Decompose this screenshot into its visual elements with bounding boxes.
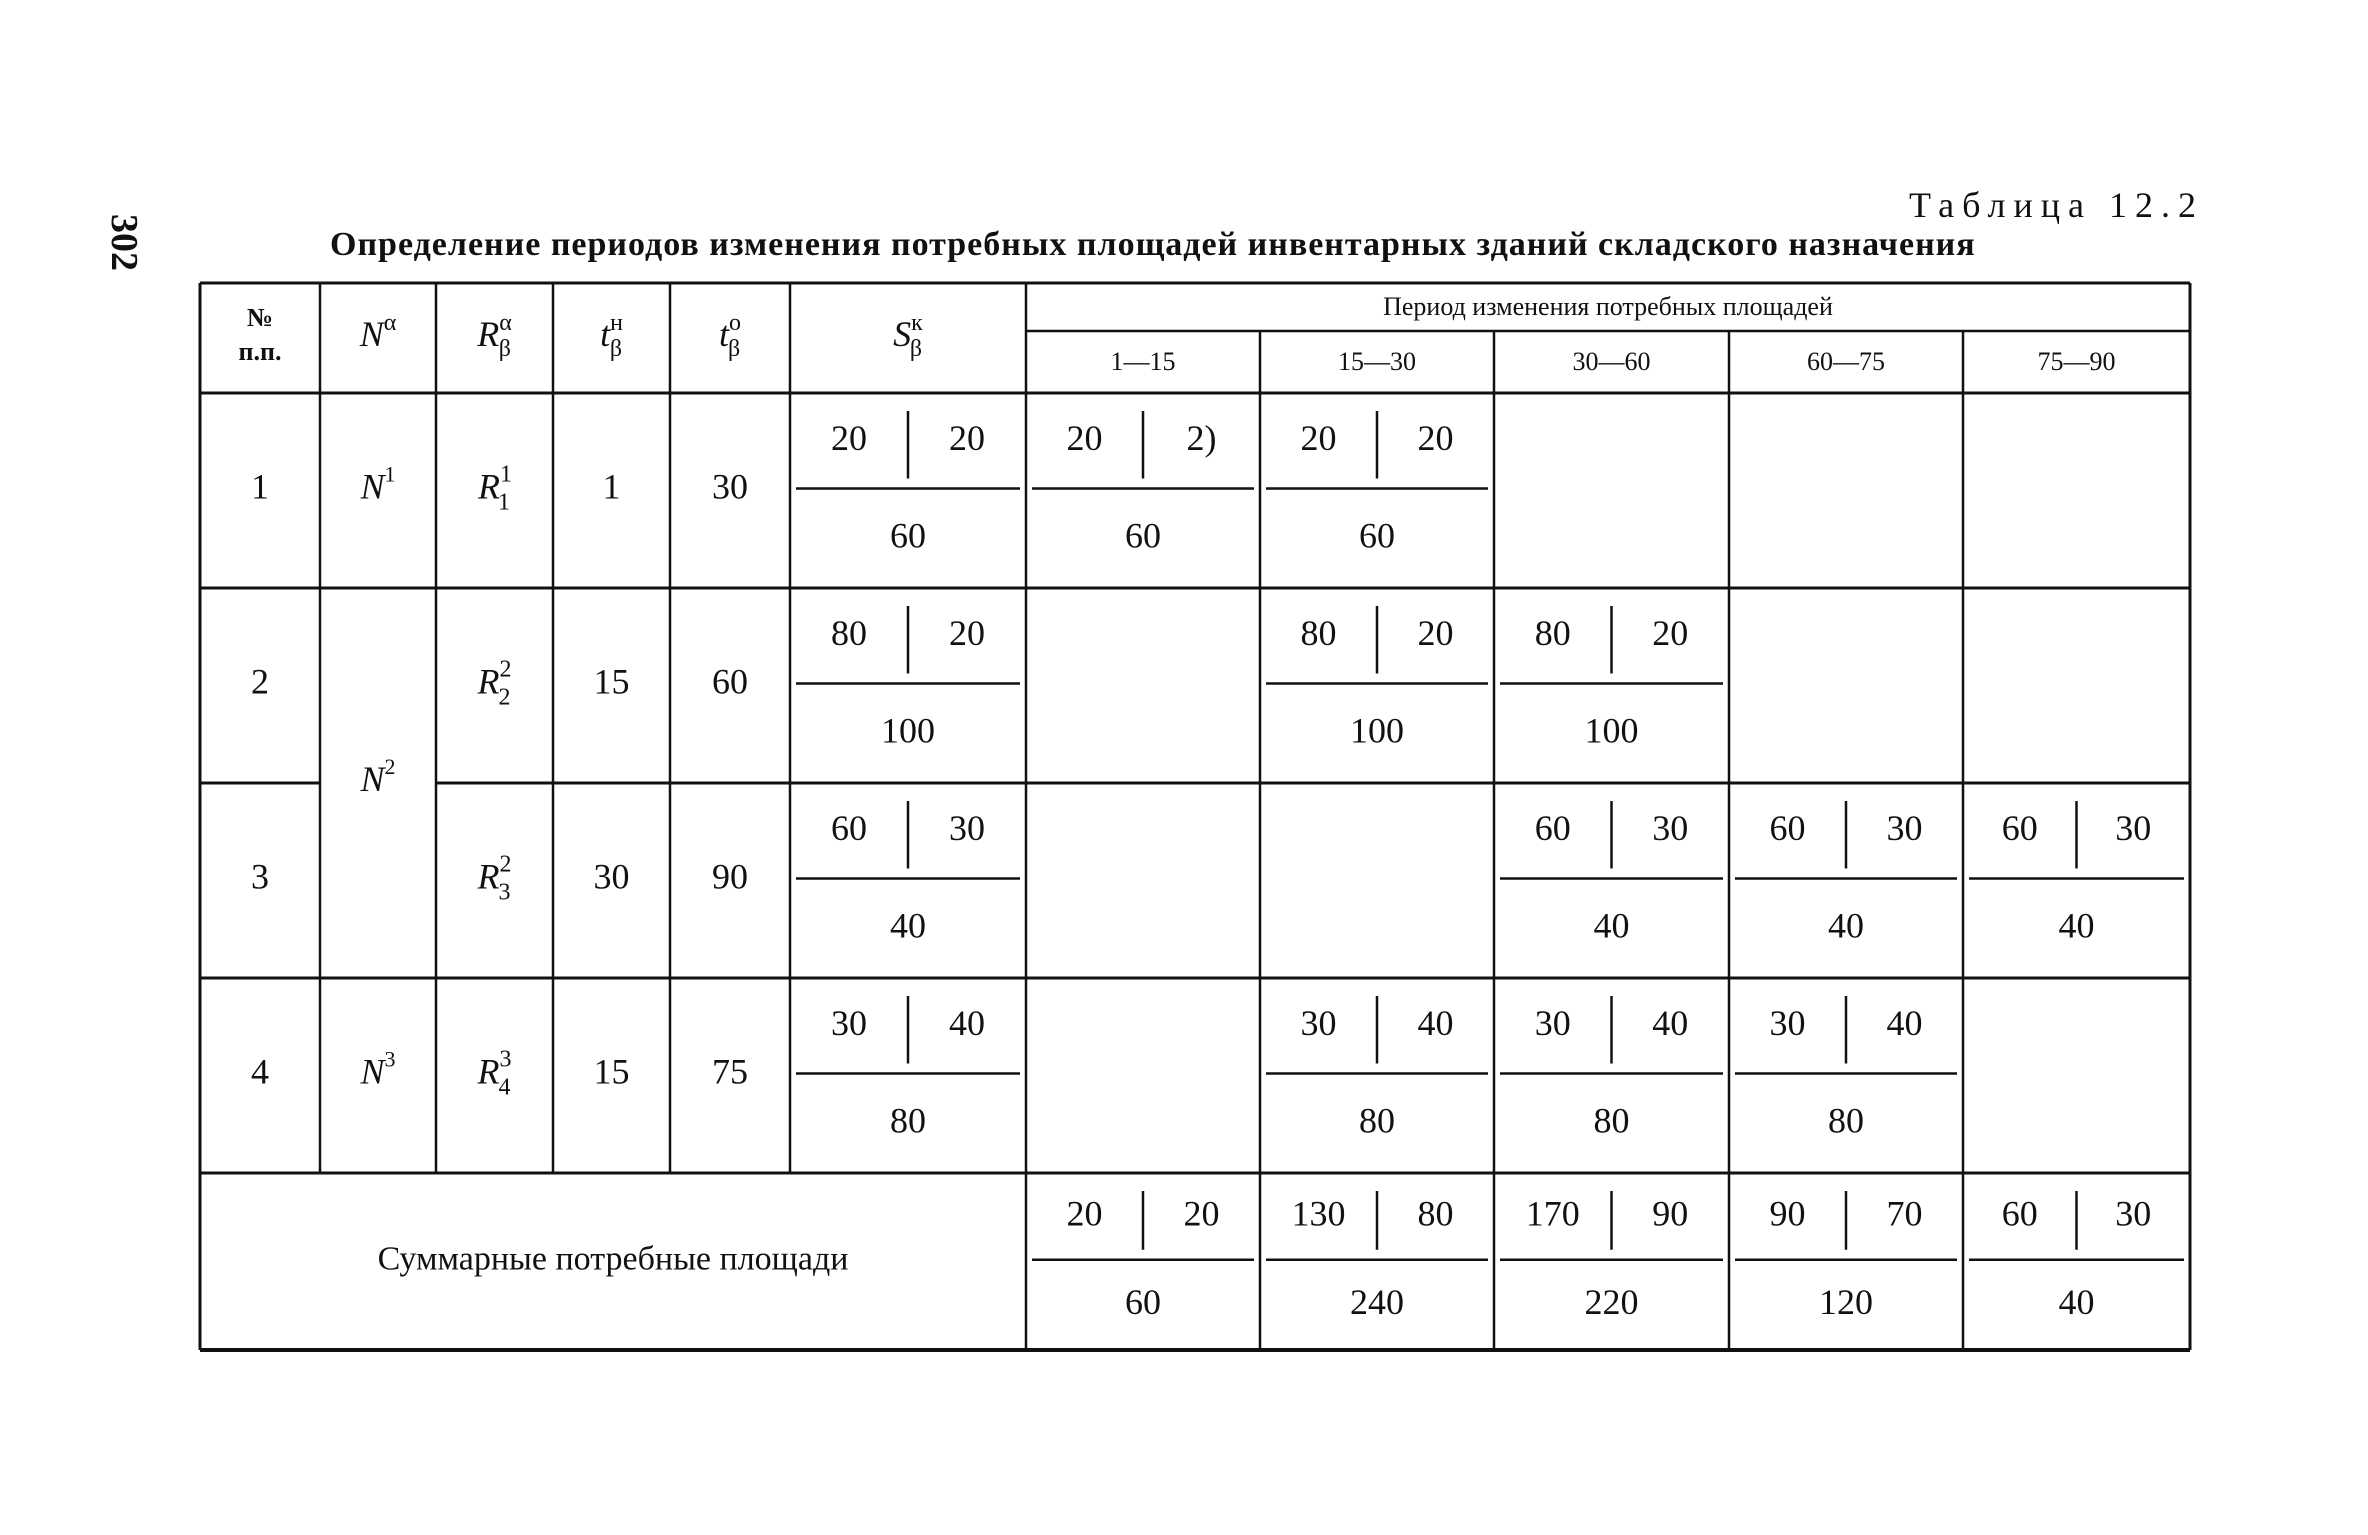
row-4-s-cell-value-b: 40 — [949, 1003, 985, 1044]
row-r-symbol-3: $R^2$ 3 — [477, 851, 512, 906]
group-label-1: $N^1$ — [360, 461, 396, 507]
row-3-period-4-value-b: 30 — [1886, 808, 1923, 849]
row-tn-2: 15 — [593, 661, 630, 702]
row-2-period-2-value-a: 80 — [1300, 613, 1337, 654]
summary-period-5-value-a: 60 — [2001, 1193, 2038, 1234]
row-3-s-cell-total: 40 — [890, 905, 926, 946]
summary-period-3-value-a: 170 — [1525, 1193, 1580, 1234]
row-tn-3: 30 — [593, 856, 630, 897]
summary-period-3-value-b: 90 — [1652, 1193, 1689, 1234]
row-1-period-2-total: 60 — [1359, 515, 1395, 556]
row-1-s-cell-value-a: 20 — [831, 418, 867, 459]
summary-period-5-value-b: 30 — [2115, 1193, 2152, 1234]
summary-period-1-value-a: 20 — [1066, 1193, 1103, 1234]
row-number-1: 1 — [251, 466, 269, 507]
row-2-s-cell-value-a: 80 — [831, 613, 867, 654]
row-1-period-1-value-b: 2) — [1186, 418, 1217, 459]
row-2-period-3-total: 100 — [1584, 710, 1639, 751]
row-3-period-4-value-a: 60 — [1769, 808, 1806, 849]
row-2-period-2-value-b: 20 — [1417, 613, 1454, 654]
row-3-period-5-total: 40 — [2058, 905, 2095, 946]
period-label-5: 75—90 — [2037, 346, 2116, 376]
row-to-3: 90 — [712, 856, 748, 897]
row-4-period-3-value-b: 40 — [1652, 1003, 1689, 1044]
header-t-o-beta: $t^о$ β — [718, 309, 742, 362]
row-3-period-5-value-a: 60 — [2001, 808, 2038, 849]
row-4-period-4-total: 80 — [1828, 1100, 1864, 1141]
row-r-symbol-2: $R^2$ 2 — [477, 656, 512, 711]
row-r-symbol-4: $R^3$ 4 — [477, 1046, 512, 1101]
row-4-s-cell-total: 80 — [890, 1100, 926, 1141]
row-4-period-3-total: 80 — [1593, 1100, 1630, 1141]
period-label-4: 60—75 — [1807, 346, 1885, 376]
table-label: Таблица 12.2 — [1909, 185, 2204, 225]
header-t-n-beta: $t^н$ β — [600, 309, 623, 362]
row-4-period-2-value-b: 40 — [1417, 1003, 1454, 1044]
row-to-1: 30 — [712, 466, 748, 507]
row-1-period-1-value-a: 20 — [1066, 418, 1103, 459]
row-1-period-2-value-a: 20 — [1300, 418, 1337, 459]
row-4-period-4-value-b: 40 — [1886, 1003, 1923, 1044]
header-n-alpha: $N^\alpha$ — [359, 309, 397, 355]
summary-period-1-value-b: 20 — [1183, 1193, 1220, 1234]
row-2-period-3-value-a: 80 — [1534, 613, 1571, 654]
group-label-3: $N^3$ — [360, 1046, 396, 1092]
group-label-2: $N^2$ — [360, 754, 396, 800]
row-number-4: 4 — [251, 1051, 269, 1092]
header-number-abbr: п.п. — [238, 336, 282, 366]
row-4-period-4-value-a: 30 — [1769, 1003, 1806, 1044]
row-3-period-4-total: 40 — [1828, 905, 1864, 946]
row-to-4: 75 — [712, 1051, 748, 1092]
row-1-s-cell-value-b: 20 — [949, 418, 985, 459]
row-1-period-1-total: 60 — [1125, 515, 1161, 556]
row-3-period-3-value-b: 30 — [1652, 808, 1689, 849]
period-header-title: Период изменения потребных площадей — [1383, 291, 1833, 321]
row-1-period-2-value-b: 20 — [1417, 418, 1454, 459]
row-number-2: 2 — [251, 661, 269, 702]
summary-label: Суммарные потребные площади — [377, 1240, 849, 1278]
summary-period-2-total: 240 — [1350, 1282, 1404, 1323]
period-label-1: 1—15 — [1110, 346, 1176, 376]
row-4-period-2-total: 80 — [1359, 1100, 1395, 1141]
row-1-s-cell-total: 60 — [890, 515, 926, 556]
row-r-symbol-1: $R^1$ 1 — [477, 461, 512, 516]
row-2-period-3-value-b: 20 — [1652, 613, 1689, 654]
summary-period-3-total: 220 — [1584, 1282, 1639, 1323]
summary-period-1-total: 60 — [1125, 1282, 1161, 1323]
summary-period-4-total: 120 — [1819, 1282, 1873, 1323]
row-2-s-cell-total: 100 — [881, 710, 935, 751]
summary-period-4-value-b: 70 — [1886, 1193, 1923, 1234]
period-label-3: 30—60 — [1572, 346, 1651, 376]
row-tn-1: 1 — [602, 466, 621, 507]
row-3-period-3-total: 40 — [1593, 905, 1630, 946]
row-2-s-cell-value-b: 20 — [949, 613, 985, 654]
page-number: 302 — [103, 214, 145, 271]
row-3-period-5-value-b: 30 — [2115, 808, 2152, 849]
row-2-period-2-total: 100 — [1350, 710, 1404, 751]
row-3-period-3-value-a: 60 — [1534, 808, 1571, 849]
row-number-3: 3 — [251, 856, 269, 897]
header-number-symbol: № — [246, 302, 274, 332]
row-3-s-cell-value-b: 30 — [949, 808, 985, 849]
row-4-period-2-value-a: 30 — [1300, 1003, 1337, 1044]
summary-period-5-total: 40 — [2058, 1282, 2095, 1323]
row-4-s-cell-value-a: 30 — [831, 1003, 867, 1044]
header-r-alpha-beta: $R^\alpha$ β — [477, 309, 512, 362]
period-label-2: 15—30 — [1338, 346, 1416, 376]
summary-period-4-value-a: 90 — [1769, 1193, 1806, 1234]
summary-period-2-value-a: 130 — [1291, 1193, 1346, 1234]
row-tn-4: 15 — [593, 1051, 630, 1092]
row-4-period-3-value-a: 30 — [1534, 1003, 1571, 1044]
row-to-2: 60 — [712, 661, 748, 702]
row-3-s-cell-value-a: 60 — [831, 808, 867, 849]
table-title: Определение периодов изменения потребных площадей инвентарных зданий складского назначения — [330, 226, 1976, 263]
header-s-k-beta: $S^к$ β — [893, 309, 923, 362]
summary-period-2-value-b: 80 — [1417, 1193, 1454, 1234]
